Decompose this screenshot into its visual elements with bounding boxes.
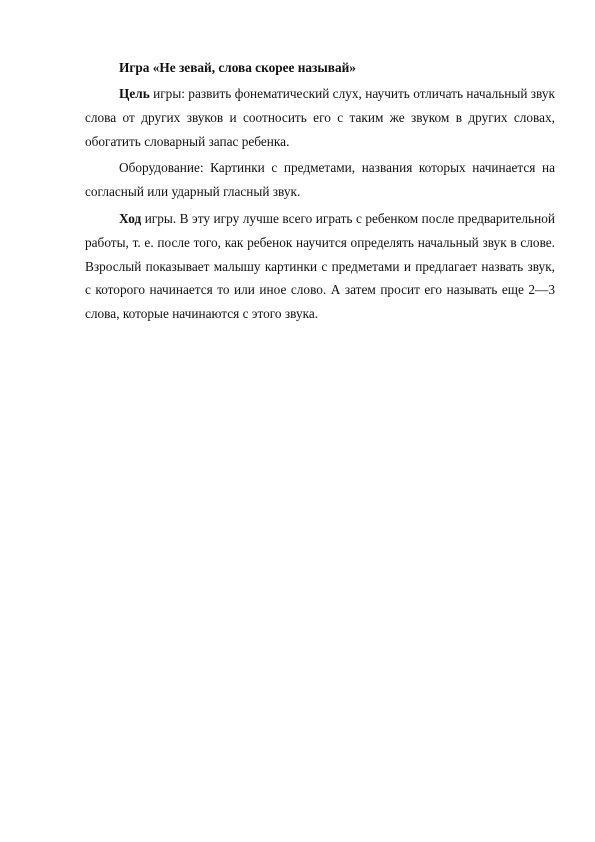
goal-text: игры: развить фонематический слух, научить отличать начальный звук слова от других звуков и соотносить его с таким же звуком в других словах, обогатить словарный запас ребенка. xyxy=(85,86,555,149)
goal-label: Цель xyxy=(119,86,150,101)
procedure-label: Ход xyxy=(119,210,142,226)
equipment-paragraph: Оборудование: Картинки с предметами, названия которых начинается на согласный или ударный гласный звук. xyxy=(85,160,555,200)
goal-paragraph xyxy=(85,82,555,153)
procedure-paragraph xyxy=(85,207,555,326)
procedure-text: игры. В эту игру лучше всего играть с ребенком после предварительной работы, т. е. после того, как ребенок научится определять начальный звук в слове. Взрослый показывает малышу картинки с предметами и предлагает назвать звук, с которого начинается то или иное слово. А затем просит его называть еще 2—3 слова, которые начинаются с этого звука. xyxy=(85,210,555,322)
game-title: Игра «Не зевай, слова скорее называй» xyxy=(119,60,356,75)
document-body xyxy=(85,58,555,329)
